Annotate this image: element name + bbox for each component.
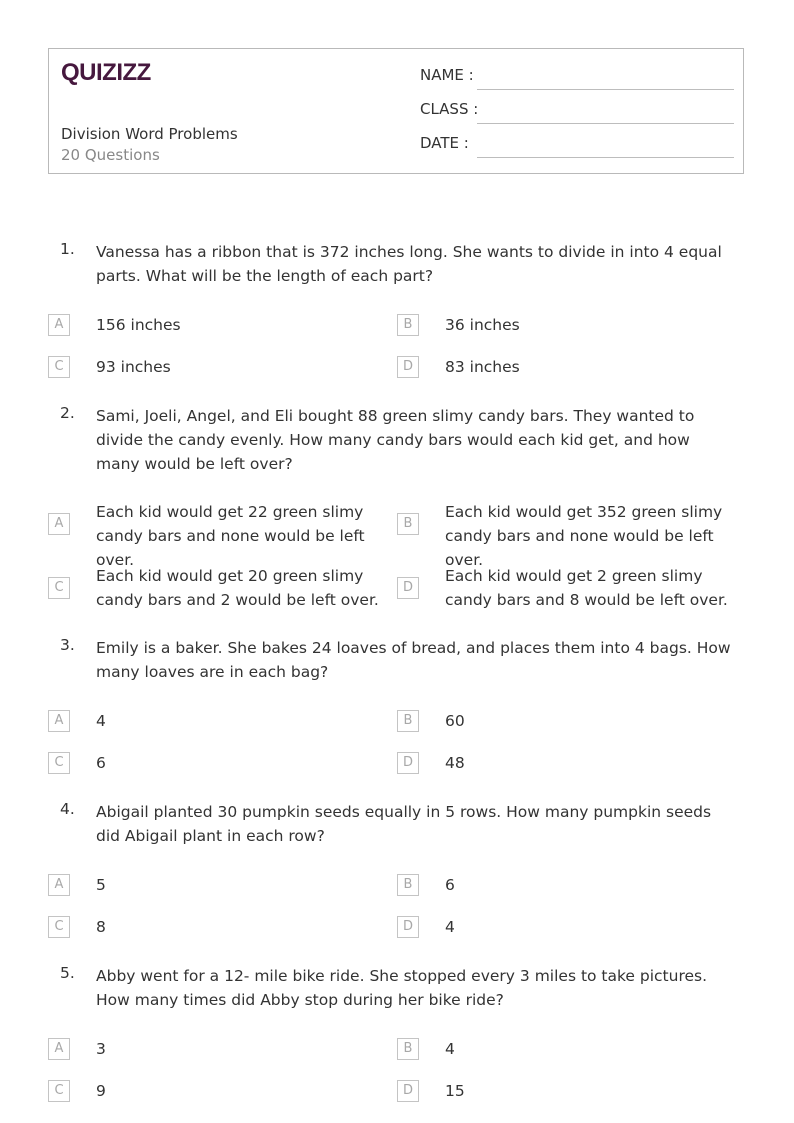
option-a-text: 156 inches <box>96 316 181 334</box>
option-d-box[interactable]: D <box>397 1080 419 1102</box>
question-2-text: Sami, Joeli, Angel, and Eli bought 88 green slimy candy bars. They wanted to divide the candy evenly. How many candy bars would each kid get, and how many would be left over? <box>96 407 695 473</box>
option-b-box[interactable]: B <box>397 314 419 336</box>
option-b-box[interactable]: B <box>397 513 419 535</box>
question-5-number: 5. <box>60 964 75 982</box>
question-2-number: 2. <box>60 404 75 422</box>
option-d-box[interactable]: D <box>397 752 419 774</box>
option-a-text: 3 <box>96 1040 106 1058</box>
option-b-text: 4 <box>445 1040 455 1058</box>
option-a-box[interactable]: A <box>48 710 70 732</box>
option-b-text: Each kid would get 352 green slimy candy bars and none would be left over. <box>445 503 723 569</box>
question-5-text: Abby went for a 12- mile bike ride. She stopped every 3 miles to take pictures. How many times did Abby stop during her bike ride? <box>96 967 708 1009</box>
option-c-text: Each kid would get 20 green slimy candy bars and 2 would be left over. <box>96 567 379 609</box>
option-d-text: Each kid would get 2 green slimy candy bars and 8 would be left over. <box>445 567 728 609</box>
option-d-box[interactable]: D <box>397 356 419 378</box>
class-field[interactable] <box>420 100 734 124</box>
option-b-box[interactable]: B <box>397 1038 419 1060</box>
question-4-text: Abigail planted 30 pumpkin seeds equally in 5 rows. How many pumpkin seeds did Abigail plant in each row? <box>96 803 712 845</box>
name-field[interactable] <box>420 66 734 90</box>
option-a-text: 5 <box>96 876 106 894</box>
date-line[interactable] <box>477 157 734 158</box>
question-1-number: 1. <box>60 240 75 258</box>
option-d-text: 83 inches <box>445 358 520 376</box>
date-field[interactable] <box>420 134 734 158</box>
option-c-text: 6 <box>96 754 106 772</box>
option-c-box[interactable]: C <box>48 356 70 378</box>
option-c-text: 93 inches <box>96 358 171 376</box>
option-a-text: 4 <box>96 712 106 730</box>
option-c-box[interactable]: C <box>48 916 70 938</box>
question-1-text: Vanessa has a ribbon that is 372 inches long. She wants to divide in into 4 equal parts. What will be the length of each part? <box>96 243 722 285</box>
option-b-box[interactable]: B <box>397 874 419 896</box>
option-d-text: 48 <box>445 754 465 772</box>
option-c-box[interactable]: C <box>48 1080 70 1102</box>
logo-text: QUIZIZZ <box>61 59 151 86</box>
class-label: CLASS : <box>420 100 479 118</box>
option-a-box[interactable]: A <box>48 314 70 336</box>
option-a-box[interactable]: A <box>48 1038 70 1060</box>
question-count: 20 Questions <box>61 146 160 164</box>
question-3-text: Emily is a baker. She bakes 24 loaves of bread, and places them into 4 bags. How many loaves are in each bag? <box>96 639 731 681</box>
option-d-text: 4 <box>445 918 455 936</box>
option-b-text: 6 <box>445 876 455 894</box>
option-b-text: 60 <box>445 712 465 730</box>
worksheet-title: Division Word Problems <box>61 125 238 143</box>
option-d-box[interactable]: D <box>397 916 419 938</box>
option-b-text: 36 inches <box>445 316 520 334</box>
name-label: NAME : <box>420 66 474 84</box>
option-a-box[interactable]: A <box>48 874 70 896</box>
option-c-box[interactable]: C <box>48 752 70 774</box>
option-a-text: Each kid would get 22 green slimy candy bars and none would be left over. <box>96 503 365 569</box>
option-d-box[interactable]: D <box>397 577 419 599</box>
option-c-box[interactable]: C <box>48 577 70 599</box>
option-d-text: 15 <box>445 1082 465 1100</box>
option-c-text: 8 <box>96 918 106 936</box>
date-label: DATE : <box>420 134 469 152</box>
option-b-box[interactable]: B <box>397 710 419 732</box>
name-line[interactable] <box>477 89 734 90</box>
question-4-number: 4. <box>60 800 75 818</box>
option-c-text: 9 <box>96 1082 106 1100</box>
class-line[interactable] <box>477 123 734 124</box>
quizizz-logo <box>61 58 151 86</box>
question-3-number: 3. <box>60 636 75 654</box>
option-a-box[interactable]: A <box>48 513 70 535</box>
